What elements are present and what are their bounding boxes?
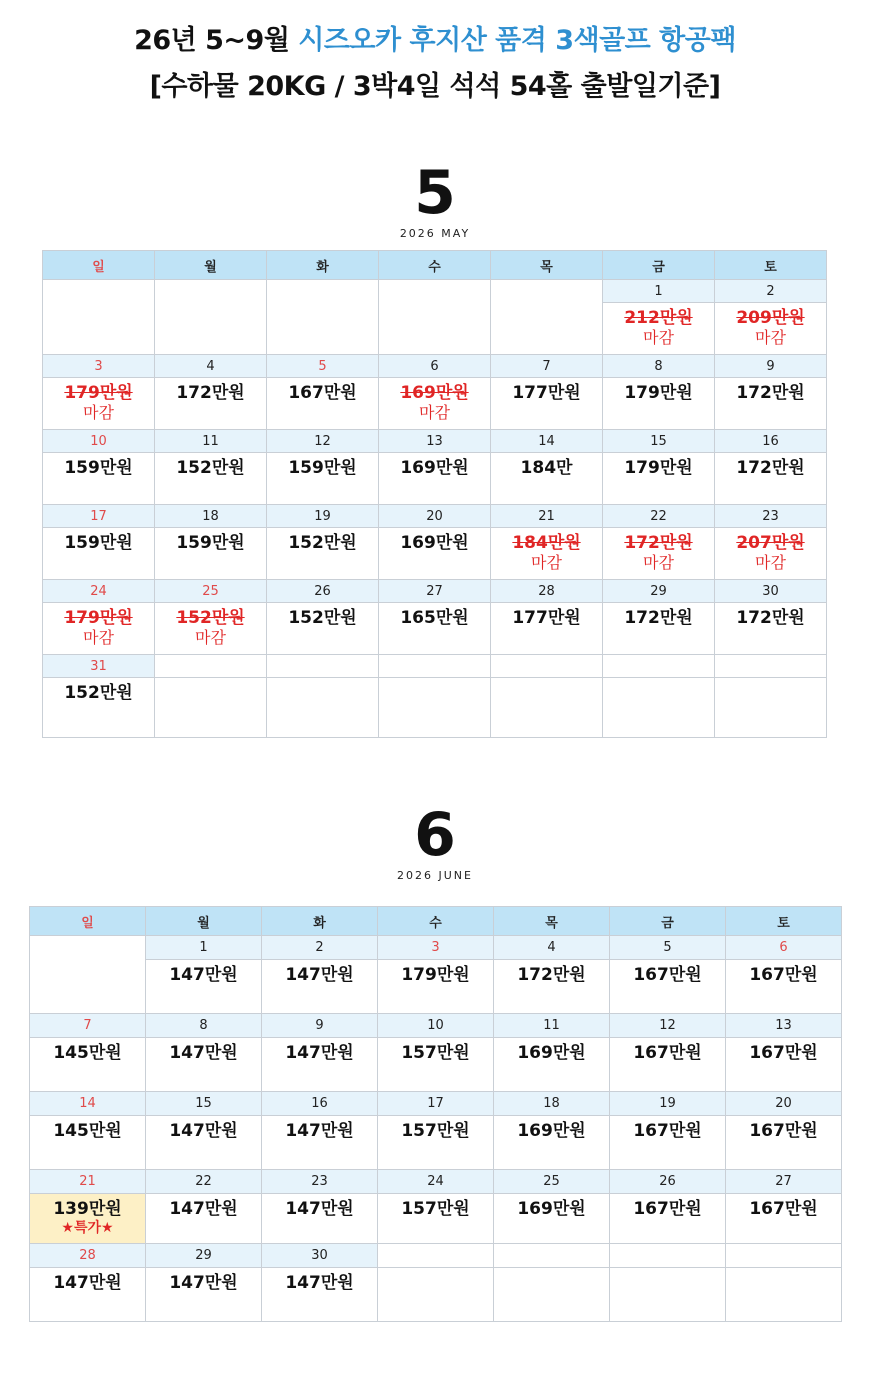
day-number: 22 bbox=[603, 505, 715, 528]
week-day-row bbox=[30, 1014, 842, 1038]
weekday-header-row bbox=[30, 907, 842, 936]
header-title-prefix: 26년 5~9월 bbox=[134, 25, 299, 56]
day-number: 29 bbox=[603, 580, 715, 603]
price-value: 147만원 bbox=[285, 965, 354, 985]
empty-price-cell bbox=[603, 678, 715, 738]
day-number: 27 bbox=[726, 1170, 842, 1194]
price-cell bbox=[603, 453, 715, 505]
empty-day-cell bbox=[379, 655, 491, 678]
day-number: 3 bbox=[378, 936, 494, 960]
price-cell bbox=[43, 528, 155, 580]
price-value: 167만원 bbox=[633, 965, 702, 985]
price-cell bbox=[379, 603, 491, 655]
price-cell bbox=[267, 528, 379, 580]
price-value: 152만원 bbox=[288, 533, 357, 553]
price-value: 157만원 bbox=[401, 1043, 470, 1063]
closed-price: 172만원 bbox=[624, 533, 693, 553]
price-cell bbox=[155, 378, 267, 430]
price-cell bbox=[378, 960, 494, 1014]
day-number: 6 bbox=[726, 936, 842, 960]
price-value: 177만원 bbox=[512, 608, 581, 628]
empty-cell bbox=[491, 280, 603, 355]
closed-tag: 마감 bbox=[755, 553, 786, 572]
price-value: 147만원 bbox=[53, 1273, 122, 1293]
price-value: 169만원 bbox=[400, 458, 469, 478]
day-number: 5 bbox=[610, 936, 726, 960]
weekday-label: 일 bbox=[30, 907, 146, 936]
price-cell bbox=[715, 453, 827, 505]
closed-price: 212만원 bbox=[624, 308, 693, 328]
day-number: 22 bbox=[146, 1170, 262, 1194]
calendar-may bbox=[42, 250, 827, 738]
day-number: 17 bbox=[378, 1092, 494, 1116]
day-number: 9 bbox=[262, 1014, 378, 1038]
price-cell bbox=[726, 960, 842, 1014]
closed-tag: 마감 bbox=[643, 553, 674, 572]
price-value: 147만원 bbox=[285, 1199, 354, 1219]
day-number: 27 bbox=[379, 580, 491, 603]
day-number: 17 bbox=[43, 505, 155, 528]
price-value: 169만원 bbox=[517, 1199, 586, 1219]
price-value: 172만원 bbox=[624, 608, 693, 628]
empty-price-cell bbox=[491, 678, 603, 738]
price-value: 147만원 bbox=[169, 1121, 238, 1141]
day-number: 4 bbox=[155, 355, 267, 378]
weekday-label: 토 bbox=[726, 907, 842, 936]
empty-cell bbox=[379, 280, 491, 355]
day-number: 15 bbox=[603, 430, 715, 453]
price-cell bbox=[494, 960, 610, 1014]
weekday-label: 월 bbox=[155, 251, 267, 280]
price-value: 167만원 bbox=[633, 1121, 702, 1141]
day-number: 18 bbox=[155, 505, 267, 528]
header-title-accent: 시즈오카 후지산 품격 3색골프 항공팩 bbox=[298, 25, 736, 56]
calendar-june bbox=[29, 906, 842, 1322]
price-cell bbox=[30, 1194, 146, 1244]
day-number: 2 bbox=[262, 936, 378, 960]
weekday-label: 화 bbox=[267, 251, 379, 280]
empty-price-cell bbox=[267, 678, 379, 738]
price-cell bbox=[494, 1038, 610, 1092]
day-number: 14 bbox=[491, 430, 603, 453]
price-cell bbox=[30, 1038, 146, 1092]
week-day-row bbox=[30, 1170, 842, 1194]
empty-day-cell bbox=[726, 1244, 842, 1268]
empty-cell bbox=[43, 280, 155, 355]
closed-price: 169만원 bbox=[400, 383, 469, 403]
price-cell bbox=[262, 1116, 378, 1170]
page-header bbox=[0, 18, 870, 110]
closed-tag: 마감 bbox=[755, 328, 786, 347]
day-number: 1 bbox=[146, 936, 262, 960]
price-value: 139만원 bbox=[53, 1199, 122, 1219]
day-number: 7 bbox=[30, 1014, 146, 1038]
week-price-row bbox=[30, 1194, 842, 1244]
day-number: 18 bbox=[494, 1092, 610, 1116]
closed-price: 207만원 bbox=[736, 533, 805, 553]
day-number: 12 bbox=[610, 1014, 726, 1038]
price-cell bbox=[267, 378, 379, 430]
empty-day-cell bbox=[378, 1244, 494, 1268]
price-cell bbox=[603, 528, 715, 580]
price-cell bbox=[491, 528, 603, 580]
price-cell bbox=[603, 378, 715, 430]
day-number: 10 bbox=[43, 430, 155, 453]
weekday-header-row bbox=[43, 251, 827, 280]
header-subtitle: [수하물 20KG / 3박4일 석석 54홀 출발일기준] bbox=[149, 71, 721, 102]
day-number: 21 bbox=[491, 505, 603, 528]
price-value: 167만원 bbox=[288, 383, 357, 403]
price-cell bbox=[715, 378, 827, 430]
weekday-label: 금 bbox=[610, 907, 726, 936]
day-number: 5 bbox=[267, 355, 379, 378]
empty-cell bbox=[30, 936, 146, 1014]
day-number: 8 bbox=[146, 1014, 262, 1038]
special-deal-tag: ★특가★ bbox=[61, 1220, 114, 1236]
week-price-row bbox=[30, 1116, 842, 1170]
week-price-row bbox=[30, 1268, 842, 1322]
price-value: 145만원 bbox=[53, 1121, 122, 1141]
day-number: 15 bbox=[146, 1092, 262, 1116]
price-cell bbox=[43, 678, 155, 738]
price-cell bbox=[715, 528, 827, 580]
day-number: 8 bbox=[603, 355, 715, 378]
weekday-label: 수 bbox=[378, 907, 494, 936]
price-cell bbox=[491, 453, 603, 505]
closed-tag: 마감 bbox=[83, 628, 114, 647]
price-value: 152만원 bbox=[288, 608, 357, 628]
empty-price-cell bbox=[610, 1268, 726, 1322]
empty-day-cell bbox=[603, 655, 715, 678]
day-number: 24 bbox=[43, 580, 155, 603]
month-number-may: 5 bbox=[414, 158, 456, 228]
price-value: 167만원 bbox=[749, 1199, 818, 1219]
price-cell bbox=[491, 378, 603, 430]
empty-price-cell bbox=[715, 678, 827, 738]
day-number: 9 bbox=[715, 355, 827, 378]
day-number: 25 bbox=[494, 1170, 610, 1194]
day-number: 30 bbox=[715, 580, 827, 603]
price-cell bbox=[610, 1116, 726, 1170]
week-day-row bbox=[43, 280, 827, 303]
empty-price-cell bbox=[155, 678, 267, 738]
weekday-label: 화 bbox=[262, 907, 378, 936]
price-value: 167만원 bbox=[749, 1043, 818, 1063]
empty-day-cell bbox=[610, 1244, 726, 1268]
price-cell bbox=[610, 1194, 726, 1244]
price-cell bbox=[494, 1194, 610, 1244]
weekday-label: 금 bbox=[603, 251, 715, 280]
price-cell bbox=[379, 528, 491, 580]
price-value: 172만원 bbox=[517, 965, 586, 985]
price-value: 147만원 bbox=[169, 1043, 238, 1063]
empty-day-cell bbox=[494, 1244, 610, 1268]
price-cell bbox=[378, 1194, 494, 1244]
week-price-row bbox=[43, 378, 827, 430]
price-cell bbox=[267, 603, 379, 655]
week-day-row bbox=[43, 355, 827, 378]
day-number: 11 bbox=[155, 430, 267, 453]
price-value: 169만원 bbox=[517, 1043, 586, 1063]
week-price-row bbox=[43, 603, 827, 655]
price-cell bbox=[267, 453, 379, 505]
price-value: 147만원 bbox=[169, 965, 238, 985]
price-value: 167만원 bbox=[633, 1043, 702, 1063]
week-day-row bbox=[30, 936, 842, 960]
empty-price-cell bbox=[378, 1268, 494, 1322]
weekday-label: 목 bbox=[491, 251, 603, 280]
empty-day-cell bbox=[491, 655, 603, 678]
week-day-row bbox=[30, 1092, 842, 1116]
price-cell bbox=[494, 1116, 610, 1170]
price-cell bbox=[155, 603, 267, 655]
price-value: 184만 bbox=[520, 458, 573, 478]
week-price-row bbox=[43, 678, 827, 738]
day-number: 3 bbox=[43, 355, 155, 378]
price-cell bbox=[30, 1268, 146, 1322]
price-cell bbox=[726, 1038, 842, 1092]
price-cell bbox=[146, 1038, 262, 1092]
day-number: 6 bbox=[379, 355, 491, 378]
price-value: 145만원 bbox=[53, 1043, 122, 1063]
price-cell bbox=[379, 378, 491, 430]
price-value: 177만원 bbox=[512, 383, 581, 403]
day-number: 14 bbox=[30, 1092, 146, 1116]
price-value: 147만원 bbox=[169, 1199, 238, 1219]
price-value: 167만원 bbox=[749, 1121, 818, 1141]
week-price-row bbox=[30, 1038, 842, 1092]
price-value: 165만원 bbox=[400, 608, 469, 628]
price-cell bbox=[262, 1038, 378, 1092]
day-number: 28 bbox=[30, 1244, 146, 1268]
day-number: 29 bbox=[146, 1244, 262, 1268]
day-number: 24 bbox=[378, 1170, 494, 1194]
week-day-row bbox=[43, 430, 827, 453]
day-number: 30 bbox=[262, 1244, 378, 1268]
price-cell bbox=[146, 1194, 262, 1244]
price-cell bbox=[610, 960, 726, 1014]
week-day-row bbox=[30, 1244, 842, 1268]
closed-tag: 마감 bbox=[195, 628, 226, 647]
day-number: 21 bbox=[30, 1170, 146, 1194]
price-cell bbox=[262, 1268, 378, 1322]
day-number: 11 bbox=[494, 1014, 610, 1038]
day-number: 20 bbox=[379, 505, 491, 528]
price-cell bbox=[262, 960, 378, 1014]
closed-tag: 마감 bbox=[643, 328, 674, 347]
price-cell bbox=[378, 1116, 494, 1170]
closed-tag: 마감 bbox=[531, 553, 562, 572]
day-number: 12 bbox=[267, 430, 379, 453]
weekday-label: 토 bbox=[715, 251, 827, 280]
price-cell bbox=[603, 303, 715, 355]
closed-price: 209만원 bbox=[736, 308, 805, 328]
day-number: 23 bbox=[262, 1170, 378, 1194]
week-price-row bbox=[43, 453, 827, 505]
price-value: 159만원 bbox=[176, 533, 245, 553]
day-number: 31 bbox=[43, 655, 155, 678]
price-cell bbox=[726, 1116, 842, 1170]
price-cell bbox=[43, 453, 155, 505]
day-number: 4 bbox=[494, 936, 610, 960]
day-number: 1 bbox=[603, 280, 715, 303]
day-number: 19 bbox=[267, 505, 379, 528]
price-cell bbox=[155, 528, 267, 580]
price-cell bbox=[715, 303, 827, 355]
day-number: 2 bbox=[715, 280, 827, 303]
day-number: 25 bbox=[155, 580, 267, 603]
price-cell bbox=[378, 1038, 494, 1092]
price-value: 159만원 bbox=[64, 458, 133, 478]
price-cell bbox=[43, 603, 155, 655]
price-cell bbox=[43, 378, 155, 430]
price-value: 172만원 bbox=[736, 608, 805, 628]
price-value: 147만원 bbox=[169, 1273, 238, 1293]
week-price-row bbox=[30, 960, 842, 1014]
price-value: 179만원 bbox=[401, 965, 470, 985]
empty-day-cell bbox=[155, 655, 267, 678]
price-value: 159만원 bbox=[288, 458, 357, 478]
price-cell bbox=[603, 603, 715, 655]
closed-tag: 마감 bbox=[83, 403, 114, 422]
day-number: 26 bbox=[610, 1170, 726, 1194]
price-value: 169만원 bbox=[400, 533, 469, 553]
empty-price-cell bbox=[494, 1268, 610, 1322]
weekday-label: 수 bbox=[379, 251, 491, 280]
price-cell bbox=[262, 1194, 378, 1244]
price-cell bbox=[155, 453, 267, 505]
price-value: 157만원 bbox=[401, 1199, 470, 1219]
day-number: 7 bbox=[491, 355, 603, 378]
day-number: 28 bbox=[491, 580, 603, 603]
price-cell bbox=[726, 1194, 842, 1244]
weekday-label: 월 bbox=[146, 907, 262, 936]
weekday-label: 일 bbox=[43, 251, 155, 280]
price-cell bbox=[146, 1116, 262, 1170]
price-value: 147만원 bbox=[285, 1043, 354, 1063]
week-day-row bbox=[43, 505, 827, 528]
price-value: 169만원 bbox=[517, 1121, 586, 1141]
price-cell bbox=[491, 603, 603, 655]
price-value: 179만원 bbox=[624, 383, 693, 403]
price-cell bbox=[610, 1038, 726, 1092]
price-value: 167만원 bbox=[749, 965, 818, 985]
price-value: 157만원 bbox=[401, 1121, 470, 1141]
day-number: 16 bbox=[715, 430, 827, 453]
closed-price: 179만원 bbox=[64, 383, 133, 403]
day-number: 19 bbox=[610, 1092, 726, 1116]
day-number: 10 bbox=[378, 1014, 494, 1038]
price-cell bbox=[379, 453, 491, 505]
closed-tag: 마감 bbox=[419, 403, 450, 422]
closed-price: 152만원 bbox=[176, 608, 245, 628]
week-day-row bbox=[43, 655, 827, 678]
price-value: 167만원 bbox=[633, 1199, 702, 1219]
empty-cell bbox=[155, 280, 267, 355]
price-value: 179만원 bbox=[624, 458, 693, 478]
month-subtitle-june: 2026 JUNE bbox=[397, 869, 473, 882]
price-value: 152만원 bbox=[176, 458, 245, 478]
day-number: 13 bbox=[379, 430, 491, 453]
day-number: 26 bbox=[267, 580, 379, 603]
month-subtitle-may: 2026 MAY bbox=[399, 227, 471, 240]
weekday-label: 목 bbox=[494, 907, 610, 936]
price-value: 147만원 bbox=[285, 1273, 354, 1293]
month-number-june: 6 bbox=[414, 800, 456, 870]
week-price-row bbox=[43, 528, 827, 580]
price-value: 172만원 bbox=[736, 383, 805, 403]
price-value: 147만원 bbox=[285, 1121, 354, 1141]
day-number: 20 bbox=[726, 1092, 842, 1116]
empty-day-cell bbox=[267, 655, 379, 678]
price-value: 159만원 bbox=[64, 533, 133, 553]
price-cell bbox=[715, 603, 827, 655]
price-cell bbox=[30, 1116, 146, 1170]
day-number: 23 bbox=[715, 505, 827, 528]
price-cell bbox=[146, 1268, 262, 1322]
day-number: 16 bbox=[262, 1092, 378, 1116]
day-number: 13 bbox=[726, 1014, 842, 1038]
closed-price: 179만원 bbox=[64, 608, 133, 628]
price-value: 172만원 bbox=[736, 458, 805, 478]
price-cell bbox=[146, 960, 262, 1014]
price-value: 152만원 bbox=[64, 683, 133, 703]
closed-price: 184만원 bbox=[512, 533, 581, 553]
empty-day-cell bbox=[715, 655, 827, 678]
empty-price-cell bbox=[379, 678, 491, 738]
week-day-row bbox=[43, 580, 827, 603]
price-value: 172만원 bbox=[176, 383, 245, 403]
empty-price-cell bbox=[726, 1268, 842, 1322]
empty-cell bbox=[267, 280, 379, 355]
header-title bbox=[0, 18, 870, 64]
